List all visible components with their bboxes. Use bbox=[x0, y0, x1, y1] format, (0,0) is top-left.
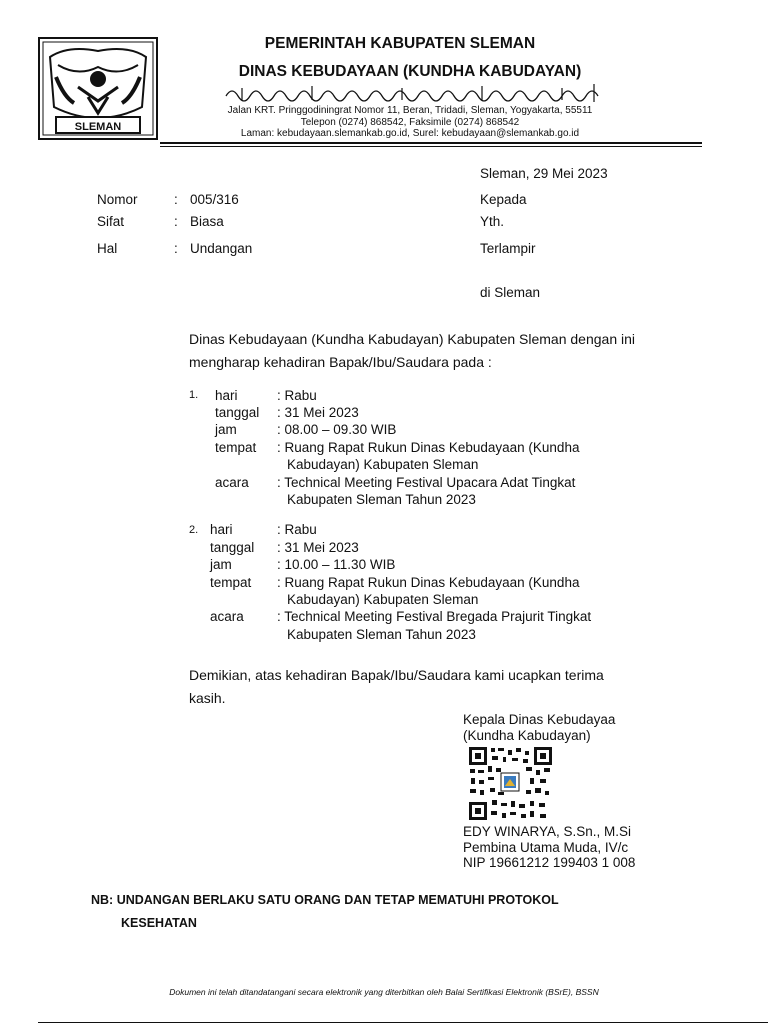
event-2-jam: : 10.00 – 11.30 WIB bbox=[277, 557, 396, 572]
recipient-kepada: Kepada bbox=[480, 192, 527, 207]
hal-value: Undangan bbox=[190, 241, 253, 256]
nb-note-line-1: NB: UNDANGAN BERLAKU SATU ORANG DAN TETAP MEMATUHI PROTOKOL bbox=[91, 893, 559, 907]
sifat-colon: : bbox=[174, 214, 178, 229]
event-2-number: 2. bbox=[189, 524, 199, 536]
event-1-hari-label: hari bbox=[215, 388, 238, 403]
recipient-yth: Yth. bbox=[480, 214, 505, 229]
recipient-terlampir: Terlampir bbox=[480, 241, 536, 256]
closing-line-1: Demikian, atas kehadiran Bapak/Ibu/Saudara kami ucapkan terima bbox=[189, 667, 604, 683]
signature-name: EDY WINARYA, S.Sn., M.Si bbox=[463, 824, 632, 839]
event-1-hari: : Rabu bbox=[277, 388, 317, 403]
event-1-tanggal: : 31 Mei 2023 bbox=[277, 405, 359, 420]
hal-colon: : bbox=[174, 241, 178, 256]
event-1-acara-label: acara bbox=[215, 475, 249, 490]
event-2-tempat-1: : Ruang Rapat Rukun Dinas Kebudayaan (Kundha bbox=[277, 575, 580, 590]
intro-line-2: mengharap kehadiran Bapak/Ibu/Saudara pada : bbox=[189, 354, 492, 370]
signature-nip: NIP 19661212 199403 1 008 bbox=[463, 855, 636, 870]
sifat-label: Sifat bbox=[97, 214, 125, 229]
event-1-tempat-2: Kabudayan) Kabupaten Sleman bbox=[287, 457, 479, 472]
event-1-jam: : 08.00 – 09.30 WIB bbox=[277, 422, 397, 437]
event-2-jam-label: jam bbox=[210, 557, 232, 572]
event-2-tempat-2: Kabudayan) Kabupaten Sleman bbox=[287, 592, 479, 607]
event-1-number: 1. bbox=[189, 389, 199, 401]
letter-date: Sleman, 29 Mei 2023 bbox=[480, 166, 608, 181]
event-2-acara-2: Kabupaten Sleman Tahun 2023 bbox=[287, 627, 476, 642]
event-2-tanggal: : 31 Mei 2023 bbox=[277, 540, 359, 555]
nomor-label: Nomor bbox=[97, 192, 138, 207]
header-web: Laman: kebudayaan.slemankab.go.id, Surel: kebudayaan@slemankab.go.id bbox=[240, 128, 580, 139]
event-2-tempat-label: tempat bbox=[210, 575, 252, 590]
header-rule-thin bbox=[160, 146, 702, 147]
recipient-location: di Sleman bbox=[480, 285, 541, 300]
header-phone: Telepon (0274) 868542, Faksimile (0274) 868542 bbox=[300, 117, 520, 128]
signature-title-1: Kepala Dinas Kebudayaa bbox=[463, 712, 616, 727]
qr-code bbox=[468, 746, 553, 821]
intro-line-1: Dinas Kebudayaan (Kundha Kabudayan) Kabupaten Sleman dengan ini bbox=[189, 331, 636, 347]
logo-label: SLEMAN bbox=[74, 121, 122, 133]
header-government: PEMERINTAH KABUPATEN SLEMAN bbox=[264, 35, 536, 52]
electronic-signature-footer: Dokumen ini telah ditandatangani secara elektronik yang diterbitkan oleh Balai Sertifikasi Elektronik (BSrE), BSSN bbox=[169, 987, 599, 997]
event-1-tempat-label: tempat bbox=[215, 440, 257, 455]
hal-label: Hal bbox=[97, 241, 118, 256]
event-1-tempat-1: : Ruang Rapat Rukun Dinas Kebudayaan (Kundha bbox=[277, 440, 580, 455]
footer-rule bbox=[38, 1022, 768, 1023]
closing-line-2: kasih. bbox=[189, 690, 226, 706]
event-1-acara-1: : Technical Meeting Festival Upacara Adat Tingkat bbox=[277, 475, 576, 490]
header-agency: DINAS KEBUDAYAAN (KUNDHA KABUDAYAN) bbox=[238, 63, 582, 80]
sifat-value: Biasa bbox=[190, 214, 224, 229]
event-2-acara-1: : Technical Meeting Festival Bregada Prajurit Tingkat bbox=[277, 609, 592, 624]
header-rule bbox=[160, 142, 702, 144]
event-1-jam-label: jam bbox=[215, 422, 237, 437]
event-2-hari: : Rabu bbox=[277, 522, 317, 537]
nomor-value: 005/316 bbox=[190, 192, 239, 207]
header-address: Jalan KRT. Pringgodiningrat Nomor 11, Beran, Tridadi, Sleman, Yogyakarta, 55511 bbox=[227, 105, 593, 116]
signature-rank: Pembina Utama Muda, IV/c bbox=[463, 840, 629, 855]
event-2-tanggal-label: tanggal bbox=[210, 540, 255, 555]
signature-title-2: (Kundha Kabudayan) bbox=[463, 728, 591, 743]
event-1-tanggal-label: tanggal bbox=[215, 405, 260, 420]
event-1-acara-2: Kabupaten Sleman Tahun 2023 bbox=[287, 492, 476, 507]
nb-note-line-2: KESEHATAN bbox=[121, 916, 197, 930]
event-2-hari-label: hari bbox=[210, 522, 233, 537]
javanese-script-line bbox=[222, 82, 602, 104]
nomor-colon: : bbox=[174, 192, 178, 207]
event-2-acara-label: acara bbox=[210, 609, 244, 624]
